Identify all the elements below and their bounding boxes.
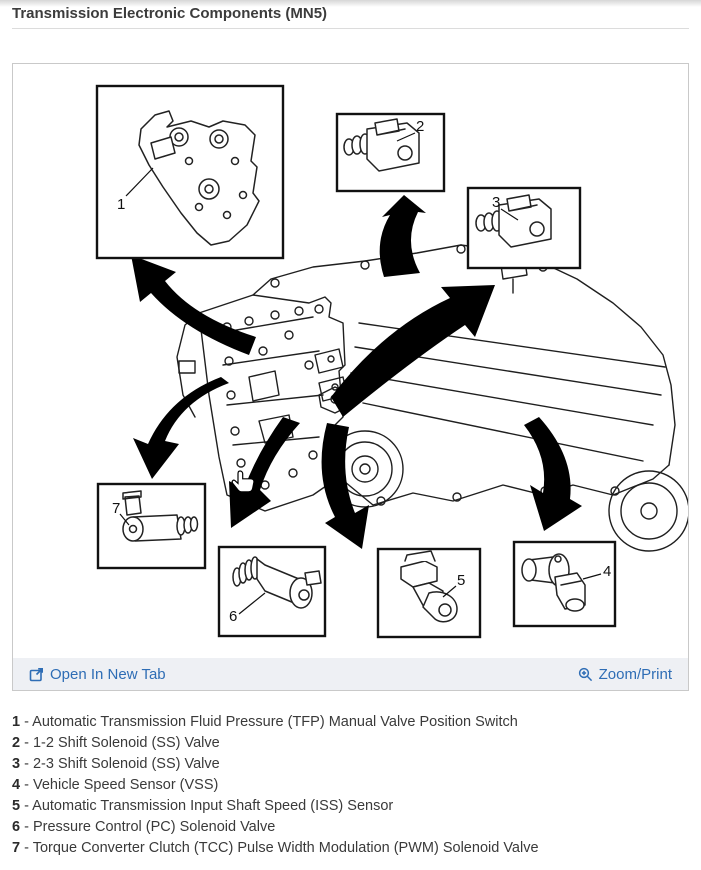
legend-item-6: 6 - Pressure Control (PC) Solenoid Valve <box>12 819 276 835</box>
legend-item-5-desc: Automatic Transmission Input Shaft Speed (ISS) Sensor <box>32 798 394 814</box>
legend-item-5: 5 - Automatic Transmission Input Shaft Speed (ISS) Sensor <box>12 798 394 814</box>
callout-label-2: 2 <box>416 118 425 135</box>
arrow-to-box-4 <box>524 417 582 531</box>
legend-item-4-desc: Vehicle Speed Sensor (VSS) <box>32 777 219 793</box>
callout-label-1: 1 <box>117 196 126 213</box>
arrow-to-box-2 <box>380 195 426 277</box>
legend-item-3-desc: 2-3 Shift Solenoid (SS) Valve <box>32 756 220 772</box>
diagram-illustration <box>13 64 688 658</box>
callout-label-7: 7 <box>112 500 121 517</box>
component-legend <box>12 712 692 859</box>
open-in-new-tab-label: Open In New Tab <box>50 665 166 683</box>
legend-item-1: 1 - Automatic Transmission Fluid Pressure (TFP) Manual Valve Position Switch <box>12 714 518 730</box>
legend-item-4: 4 - Vehicle Speed Sensor (VSS) <box>12 777 219 793</box>
callout-label-5: 5 <box>457 572 466 589</box>
zoom-print-link[interactable] <box>578 666 672 683</box>
zoom-print-label: Zoom/Print <box>598 665 672 683</box>
legend-item-3: 3 - 2-3 Shift Solenoid (SS) Valve <box>12 756 220 772</box>
transmission-diagram-image[interactable] <box>13 64 688 658</box>
viewer-footer-bar <box>13 658 688 690</box>
open-in-new-tab-icon <box>29 667 44 682</box>
legend-item-2-desc: 1-2 Shift Solenoid (SS) Valve <box>32 735 220 751</box>
legend-item-2: 2 - 1-2 Shift Solenoid (SS) Valve <box>12 735 220 751</box>
callout-label-6: 6 <box>229 608 238 625</box>
page-title: Transmission Electronic Components (MN5) <box>12 5 689 29</box>
diagram-viewer-panel <box>12 63 689 691</box>
callout-label-4: 4 <box>603 563 612 580</box>
legend-item-6-desc: Pressure Control (PC) Solenoid Valve <box>32 819 276 835</box>
callout-label-3: 3 <box>492 194 501 211</box>
zoom-magnifier-icon <box>578 667 593 682</box>
legend-item-7-desc: Torque Converter Clutch (TCC) Pulse Width Modulation (PWM) Solenoid Valve <box>32 840 539 856</box>
arrow-to-box-1 <box>131 255 256 355</box>
open-in-new-tab-link[interactable] <box>29 666 166 683</box>
legend-item-1-desc: Automatic Transmission Fluid Pressure (TFP) Manual Valve Position Switch <box>32 714 518 730</box>
legend-item-7: 7 - Torque Converter Clutch (TCC) Pulse Width Modulation (PWM) Solenoid Valve <box>12 840 539 856</box>
arrow-to-box-3 <box>331 285 495 417</box>
